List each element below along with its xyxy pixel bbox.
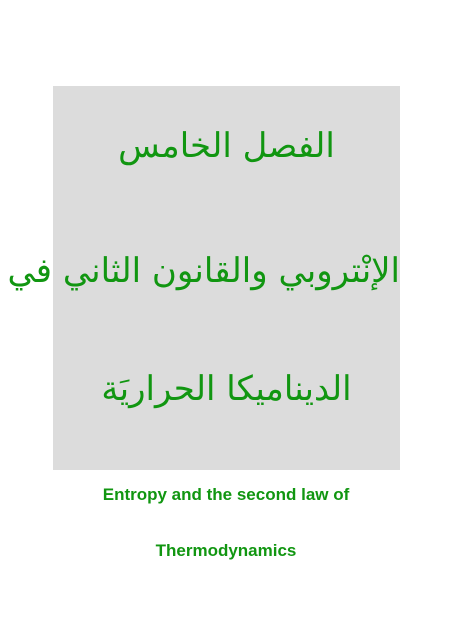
chapter-title-arabic-line1: الإنْتروبي والقانون الثاني في	[7, 251, 400, 291]
chapter-title-arabic-line2: الديناميكا الحراريَة	[101, 369, 352, 409]
chapter-heading-arabic: الفصل الخامس	[118, 126, 335, 166]
english-title-line2: Thermodynamics	[155, 541, 297, 560]
arabic-title-box	[7, 86, 400, 470]
english-title-line1: Entropy and the second law of	[102, 485, 350, 504]
